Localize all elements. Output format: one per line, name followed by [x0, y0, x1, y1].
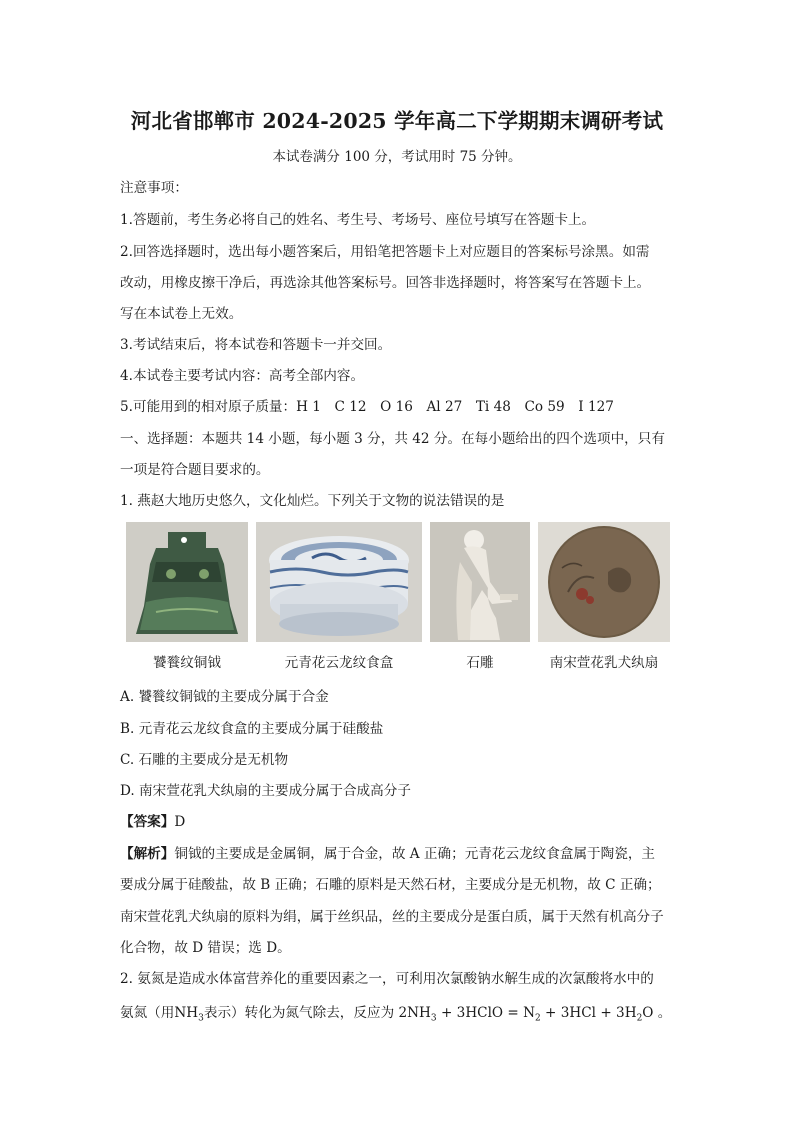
figure-caption: 石雕	[466, 655, 494, 671]
analysis-text: 南宋萱花乳犬纨扇的原料为绢，属于丝织品，丝的主要成分是蛋白质，属于天然有机高分子	[120, 909, 664, 925]
section-heading-cont: 一项是符合题目要求的。	[120, 462, 270, 478]
notice-item: 改动，用橡皮擦干净后，再选涂其他答案标号。回答非选择题时，将答案写在答题卡上。	[120, 275, 651, 291]
q2-equation: + 3HCl + 3H	[540, 1005, 637, 1021]
option-c: C. 石雕的主要成分是无机物	[120, 752, 289, 768]
notice-item: 4.本试卷主要考试内容：高考全部内容。	[120, 368, 365, 384]
section-heading: 一、选择题：本题共 14 小题，每小题 3 分，共 42 分。在每小题给出的四个选项中，只有	[120, 431, 665, 447]
option-a: A. 饕餮纹铜钺的主要成分属于合金	[120, 689, 329, 705]
notice-item: 3.考试结束后，将本试卷和答题卡一并交回。	[120, 337, 392, 353]
q2-subscript: 3	[198, 1013, 204, 1024]
question-2-equation-line	[120, 1001, 680, 1024]
q2-equation: 2NH	[394, 1005, 431, 1021]
analysis	[120, 842, 680, 862]
notice-item: 1.答题前，考生务必将自己的姓名、考生号、考场号、座位号填写在答题卡上。	[120, 212, 596, 228]
q2-subscript: 3	[430, 1013, 437, 1024]
analysis-text: 化合物，故 D 错误；选 D。	[120, 940, 291, 956]
answer	[120, 810, 680, 830]
bronze-axe-image	[126, 522, 248, 642]
figure-caption: 饕餮纹铜钺	[153, 655, 221, 671]
silk-fan-image	[538, 522, 670, 642]
exam-info: 本试卷满分 100 分，考试用时 75 分钟。	[272, 149, 522, 165]
option-d: D. 南宋萱花乳犬纨扇的主要成分属于合成高分子	[120, 783, 411, 799]
question-2-stem: 2. 氨氮是造成水体富营养化的重要因素之一，可利用次氯酸钠水解生成的次氯酸将水中的	[120, 971, 654, 987]
notice-item: 写在本试卷上无效。	[120, 306, 243, 322]
figure-caption: 南宋萱花乳犬纨扇	[549, 655, 659, 671]
notice-item: 5.可能用到的相对原子质量：H 1 C 12 O 16 Al 27 Ti 48 Co 59 I 127	[120, 399, 614, 415]
stone-statue-image	[430, 522, 530, 642]
q2-subscript: 2	[636, 1013, 643, 1024]
analysis-text: 要成分属于硅酸盐，故 B 正确；石雕的原料是天然石材，主要成分是无机物，故 C 正确；	[120, 877, 661, 893]
analysis-label: 【解析】	[120, 846, 175, 862]
notice-heading: 注意事项：	[120, 180, 188, 196]
analysis-text: 铜钺的主要成是金属铜，属于合金，故 A 正确；元青花云龙纹食盒属于陶瓷，主	[174, 846, 656, 862]
q2-text: 氨氮（用	[120, 1005, 175, 1021]
q2-subscript: 2	[535, 1013, 541, 1024]
notice-item: 2.回答选择题时，选出每小题答案后，用铅笔把答题卡上对应题目的答案标号涂黑。如需	[120, 244, 650, 260]
option-b: B. 元青花云龙纹食盒的主要成分属于硅酸盐	[120, 721, 384, 737]
question-1-stem: 1. 燕赵大地历史悠久，文化灿烂。下列关于文物的说法错误的是	[120, 493, 505, 509]
q2-formula: NH	[174, 1005, 199, 1021]
page-title: 河北省邯郸市 2024-2025 学年高二下学期期末调研考试	[130, 109, 664, 133]
answer-value: D	[174, 814, 186, 830]
figure-caption: 元青花云龙纹食盒	[284, 655, 394, 671]
q2-equation: O 。	[642, 1005, 672, 1021]
q2-text: 表示）转化为氮气除去，反应为	[203, 1005, 395, 1021]
artifact-figures	[120, 522, 680, 672]
q2-equation: + 3HClO = N	[436, 1005, 535, 1021]
porcelain-box-image	[256, 522, 422, 642]
answer-label: 【答案】	[120, 814, 175, 830]
